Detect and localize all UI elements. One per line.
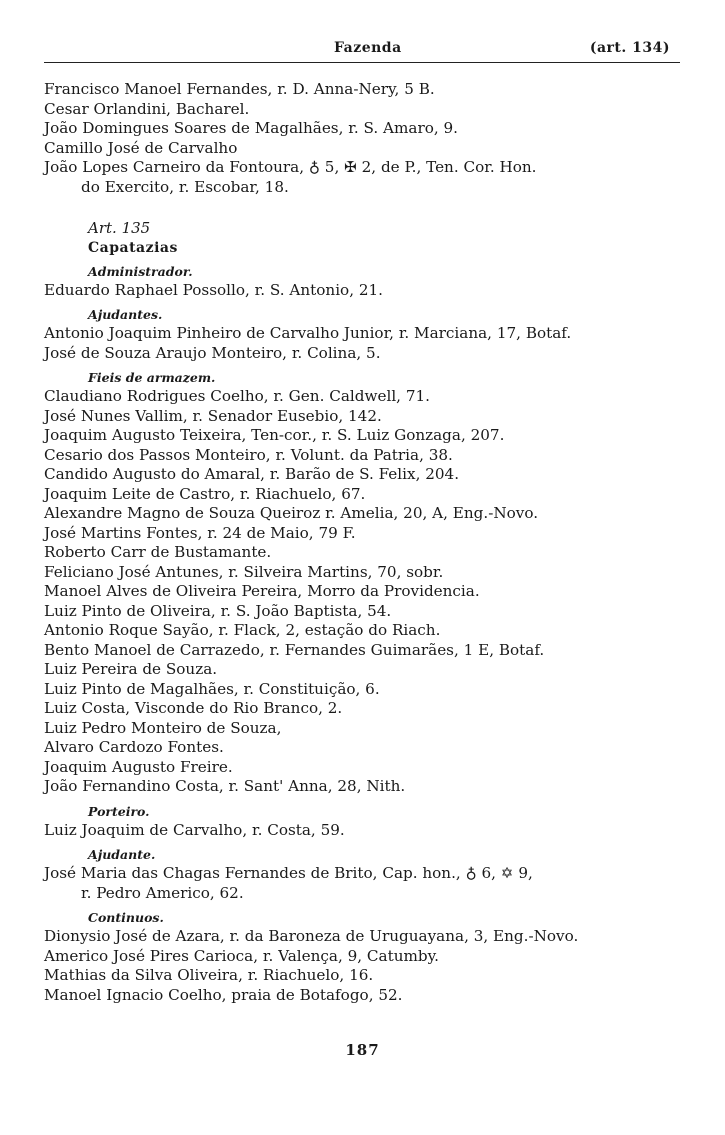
list-item: Luiz Costa, Visconde do Rio Branco, 2.: [44, 699, 343, 717]
list-item: Luiz Pedro Monteiro de Souza,: [44, 718, 282, 737]
list-item: Dionysio José de Azara, r. da Baroneza de Uruguayana, 3, Eng.-Novo.: [44, 927, 579, 945]
list-item: José de Souza Araujo Monteiro, r. Colina, 5.: [44, 343, 381, 362]
top-entries: [44, 80, 684, 197]
list-item: Americo José Pires Carioca, r. Valença, 9, Catumby.: [44, 946, 439, 965]
list-item: Roberto Carr de Bustamante.: [44, 543, 272, 561]
page-content: [44, 80, 684, 1005]
list-item: Claudiano Rodrigues Coelho, r. Gen. Caldwell, 71.: [44, 387, 430, 405]
list-item-continuation: do Exercito, r. Escobar, 18.: [81, 177, 289, 196]
list-item: João Lopes Carneiro da Fontoura, ♁ 5, ✠ 2, de P., Ten. Cor. Hon.: [44, 158, 537, 176]
list-item: Antonio Roque Sayão, r. Flack, 2, estação do Riach.: [44, 621, 441, 639]
article-title: Capatazias: [88, 239, 178, 256]
list-item: Feliciano José Antunes, r. Silveira Martins, 70, sobr.: [44, 562, 444, 581]
list-item: Cesario dos Passos Monteiro, r. Volunt. da Patria, 38.: [44, 445, 453, 464]
list-item: Candido Augusto do Amaral, r. Barão de S. Felix, 204.: [44, 465, 460, 483]
list-item: João Domingues Soares de Magalhães, r. S. Amaro, 9.: [44, 119, 458, 137]
list-item: Antonio Joaquim Pinheiro de Carvalho Junior, r. Marciana, 17, Botaf.: [44, 324, 572, 342]
role-continuos: Continuos.: [88, 910, 164, 925]
role-ajudantes: Ajudantes.: [88, 307, 163, 322]
role-administrador: Administrador.: [88, 263, 193, 279]
list-item: Alvaro Cardozo Fontes.: [44, 738, 224, 756]
list-item: Luiz Pereira de Souza.: [44, 660, 218, 678]
list-item: Cesar Orlandini, Bacharel.: [44, 99, 250, 118]
list-item: Luiz Pinto de Magalhães, r. Constituição, 6.: [44, 679, 380, 698]
list-item: José Nunes Vallim, r. Senador Eusebio, 142.: [44, 406, 382, 425]
list-item: Joaquim Augusto Teixeira, Ten-cor., r. S. Luiz Gonzaga, 207.: [44, 426, 505, 444]
role-fieis: Fieis de armazem.: [88, 370, 216, 385]
page-number: 187: [345, 1041, 380, 1059]
list-item: João Fernandino Costa, r. Sant' Anna, 28, Nith.: [44, 777, 406, 795]
list-item: José Martins Fontes, r. 24 de Maio, 79 F.: [44, 523, 356, 542]
role-ajudante: Ajudante.: [88, 847, 156, 862]
list-item: Joaquim Augusto Freire.: [44, 757, 233, 776]
header-article-ref: (art. 134): [589, 40, 670, 56]
list-item: Manoel Alves de Oliveira Pereira, Morro da Providencia.: [44, 582, 480, 600]
header-title: Fazenda: [334, 40, 402, 56]
list-item: Luiz Pinto de Oliveira, r. S. João Baptista, 54.: [44, 601, 392, 620]
list-item: Joaquim Leite de Castro, r. Riachuelo, 67.: [44, 484, 366, 503]
list-item: Alexandre Magno de Souza Queiroz r. Amelia, 20, A, Eng.-Novo.: [44, 504, 539, 522]
list-item: Mathias da Silva Oliveira, r. Riachuelo, 16.: [44, 966, 374, 984]
list-item: Manoel Ignacio Coelho, praia de Botafogo, 52.: [44, 985, 403, 1004]
list-item: Camillo José de Carvalho: [44, 138, 238, 157]
list-item: Francisco Manoel Fernandes, r. D. Anna-Nery, 5 B.: [44, 80, 435, 98]
list-item: Luiz Joaquim de Carvalho, r. Costa, 59.: [44, 820, 345, 839]
list-item-continuation: r. Pedro Americo, 62.: [81, 883, 244, 902]
article-heading: Art. 135: [88, 219, 151, 237]
role-porteiro: Porteiro.: [88, 803, 150, 819]
list-item: Eduardo Raphael Possollo, r. S. Antonio, 21.: [44, 280, 384, 299]
list-item: Bento Manoel de Carrazedo, r. Fernandes Guimarães, 1 E, Botaf.: [44, 640, 545, 659]
fieis-list: [44, 387, 684, 797]
running-header: [44, 36, 680, 63]
list-item: José Maria das Chagas Fernandes de Brito, Cap. hon., ♁ 6, ✡ 9,: [44, 864, 533, 882]
